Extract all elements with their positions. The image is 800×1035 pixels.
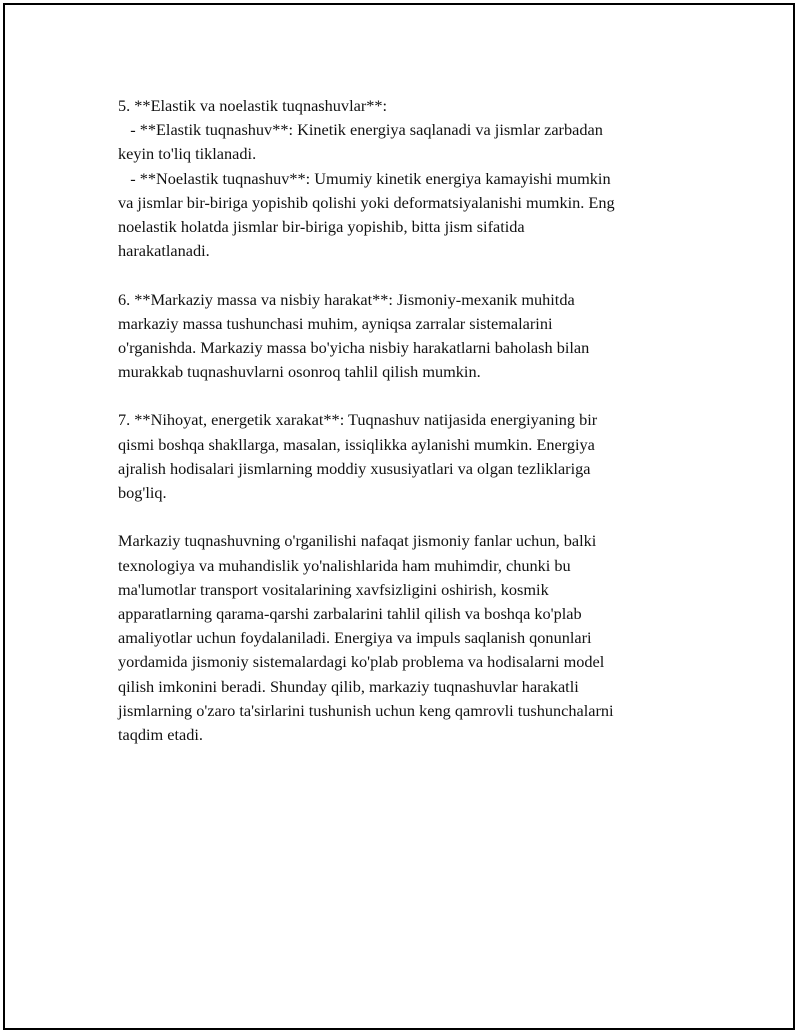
paragraph-gap: [118, 384, 688, 408]
text-line: o'rganishda. Markaziy massa bo'yicha nisbiy harakatlarni baholash bilan: [118, 337, 590, 357]
text-line: va jismlar bir-biriga yopishib qolishi yoki deformatsiyalanishi mumkin. Eng: [118, 192, 615, 212]
text-line: ajralish hodisalari jismlarning moddiy xususiyatlari va olgan tezliklariga: [118, 458, 591, 478]
section-6-paragraph: [118, 288, 688, 385]
paragraph-gap: [118, 263, 688, 287]
text-line: texnologiya va muhandislik yo'nalishlarida ham muhimdir, chunki bu: [118, 555, 571, 575]
text-line: 5. **Elastik va noelastik tuqnashuvlar**:: [118, 96, 388, 115]
text-line: keyin to'liq tiklanadi.: [118, 144, 257, 164]
text-line: qismi boshqa shakllarga, masalan, issiqlikka aylanishi mumkin. Energiya: [118, 434, 595, 454]
text-line: jismlarning o'zaro ta'sirlarini tushunish uchun keng qamrovli tushunchalarni: [118, 700, 614, 720]
text-line: markaziy massa tushunchasi muhim, ayniqsa zarralar sistemalarini: [118, 313, 553, 333]
text-line: bog'liq.: [118, 483, 167, 502]
text-line: qilish imkonini beradi. Shunday qilib, markaziy tuqnashuvlar harakatli: [118, 676, 579, 696]
text-line: 6. **Markaziy massa va nisbiy harakat**: Jismoniy-mexanik muhitda: [118, 289, 575, 309]
conclusion-paragraph: [118, 529, 688, 747]
text-line: noelastik holatda jismlar bir-biriga yopishib, bitta jism sifatida: [118, 216, 525, 236]
text-line: murakkab tuqnashuvlarni osonroq tahlil qilish mumkin.: [118, 362, 481, 382]
paragraph-gap: [118, 505, 688, 529]
text-line: 7. **Nihoyat, energetik xarakat**: Tuqnashuv natijasida energiyaning bir: [118, 410, 598, 430]
text-line: yordamida jismoniy sistemalardagi ko'plab problema va hodisalarni model: [118, 652, 605, 672]
text-line: ma'lumotlar transport vositalarining xavfsizligini oshirish, kosmik: [118, 579, 549, 599]
text-line: amaliyotlar uchun foydalaniladi. Energiya va impuls saqlanish qonunlari: [118, 628, 592, 648]
text-line: apparatlarning qarama-qarshi zarbalarini tahlil qilish va boshqa ko'plab: [118, 603, 582, 623]
section-7-paragraph: [118, 408, 688, 505]
text-line: - **Elastik tuqnashuv**: Kinetik energiya saqlanadi va jismlar zarbadan: [118, 120, 603, 140]
text-line: - **Noelastik tuqnashuv**: Umumiy kinetik energiya kamayishi mumkin: [118, 168, 611, 188]
document-body: [118, 94, 688, 747]
text-line: taqdim etadi.: [118, 724, 203, 744]
section-5-paragraph: [118, 94, 688, 263]
text-line: harakatlanadi.: [118, 241, 210, 261]
text-line: Markaziy tuqnashuvning o'rganilishi nafaqat jismoniy fanlar uchun, balki: [118, 531, 597, 551]
